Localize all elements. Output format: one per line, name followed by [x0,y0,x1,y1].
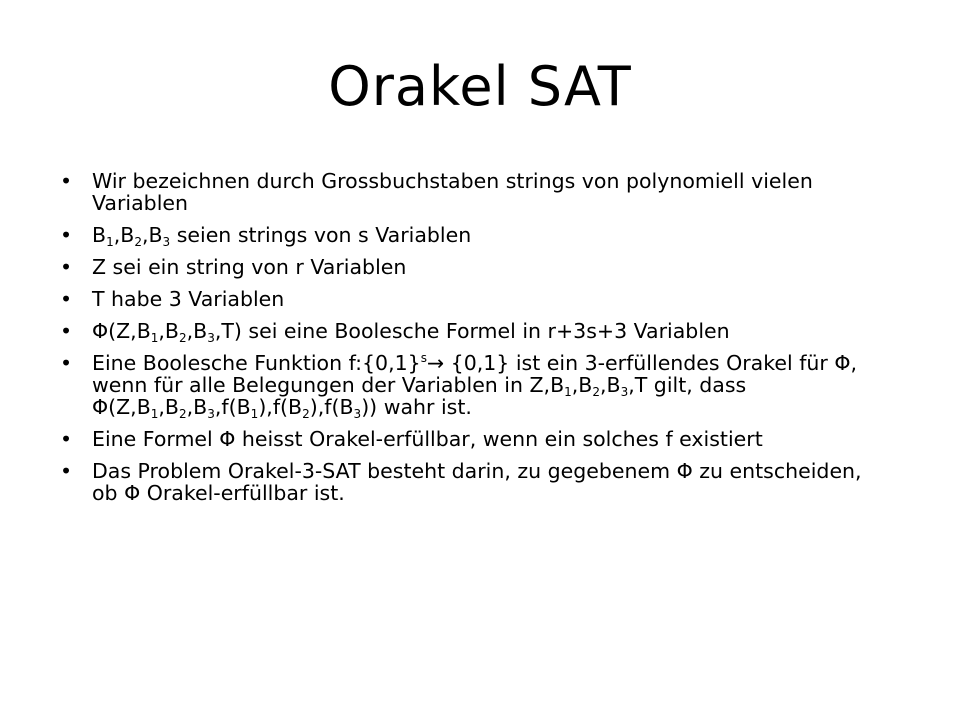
bullet-text: $B_1,B_2,B_3$ seien strings von s Variablen [92,223,472,249]
slide-title: Orakel SAT [328,55,632,118]
bullet-text: Eine Boolesche Funktion $f:\{0,1\}^s\to \{0,1\}$ ist ein 3-erfüllendes Orakel für Φ, wenn für alle Belegungen der Variablen in $Z,B_1,B_2,B_3,T$ gilt, dass $\Phi(Z,B_1,B_2,B_3,f(B_1),f(B_2),f(B_3))$ wahr ist. [92,351,858,421]
bullet-item [56,460,886,504]
bullet-text: T habe 3 Variablen [92,287,285,311]
bullet-item [56,256,886,278]
bullet-item [56,288,886,310]
bullet-list [56,170,886,514]
bullet-marker: • [60,223,73,247]
bullet-text: Z sei ein string von r Variablen [92,255,407,279]
bullet-item [56,319,886,345]
bullet-marker: • [60,255,73,279]
bullet-item [56,428,886,450]
bullet-marker: • [60,287,73,311]
bullet-marker: • [60,351,73,375]
bullet-text: Wir bezeichnen durch Grossbuchstaben strings von polynomiell vielen Variablen [92,169,813,215]
bullet-item [56,223,886,249]
bullet-item [56,351,886,421]
bullet-marker: • [60,427,73,451]
bullet-text: Das Problem Orakel-3-SAT besteht darin, zu gegebenem Φ zu entscheiden, ob Φ Orakel-erfüllbar ist. [92,459,862,505]
bullet-marker: • [60,319,73,343]
bullet-text: $\Phi(Z,B_1,B_2,B_3,T)$ sei eine Boolesche Formel in r+3s+3 Variablen [92,319,730,345]
bullet-text: Eine Formel Φ heisst Orakel-erfüllbar, wenn ein solches f existiert [92,427,763,451]
bullet-marker: • [60,169,73,193]
bullet-marker: • [60,459,73,483]
bullet-item [56,170,886,214]
